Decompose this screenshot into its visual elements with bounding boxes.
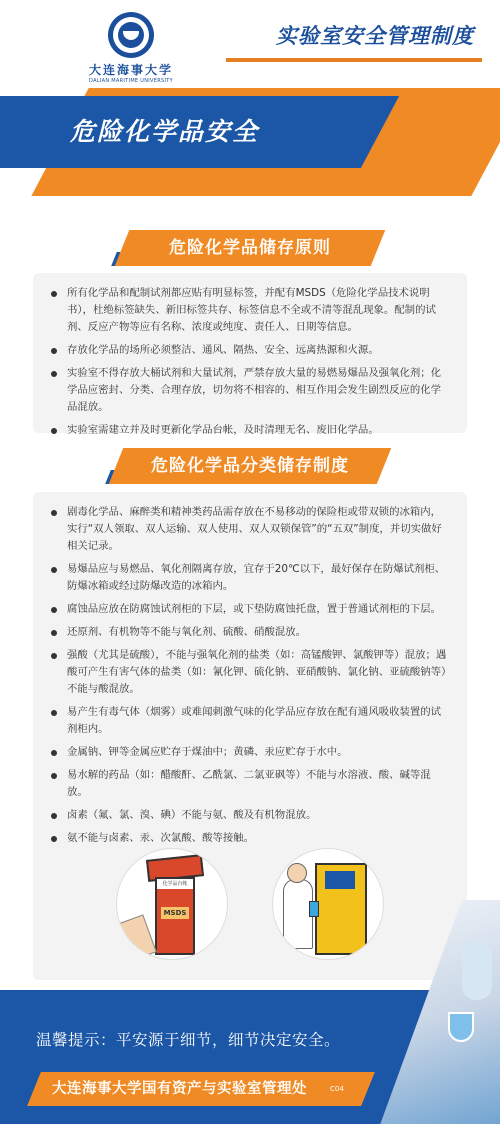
- list-item: 易产生有毒气体（烟雾）或难闻刺激气味的化学品应存放在配有通风吸收装置的试剂柜内。: [49, 704, 451, 738]
- illustrations: [96, 848, 412, 968]
- banner-title: 危险化学品安全: [70, 117, 260, 146]
- footer-org-name: 大连海事大学国有资产与实验室管理处: [52, 1081, 307, 1097]
- list-item: 卤素（氟、氯、溴、碘）不能与氨、酸及有机物混放。: [49, 807, 451, 824]
- cabinet-sign-icon: [325, 871, 355, 889]
- list-item: 腐蚀品应放在防腐蚀试剂柜的下层，或下垫防腐蚀托盘，置于普通试剂柜的下层。: [49, 601, 451, 618]
- flask-icon: [448, 1012, 474, 1042]
- list-item: 实验室需建立并及时更新化学品台帐，及时清理无名、废旧化学品。: [49, 422, 451, 439]
- storage-principles-list: [49, 285, 451, 439]
- section-header-classified-storage: [116, 448, 384, 484]
- list-item: 强酸（尤其是硫酸），不能与强氧化剂的盐类（如：高锰酸钾、氯酸钾等）混放；遇酸可产生有害气体的盐类（如：氰化钾、硫化钠、亚硝酸钠、氯化钠、亚硫酸钠等）不能与酸混放。: [49, 647, 451, 698]
- hand-icon: [116, 914, 157, 960]
- list-item: 存放化学品的场所必须整洁、通风、隔热、安全、远离热源和火源。: [49, 342, 451, 359]
- storage-principles-box: [33, 273, 467, 436]
- section-title: 危险化学品储存原则: [169, 238, 331, 258]
- safety-tip: 温馨提示：平安源于细节，细节决定安全。: [36, 1031, 341, 1049]
- university-logo: [76, 12, 186, 84]
- list-item: 金属钠、钾等金属应贮存于煤油中；黄磷、汞应贮存于水中。: [49, 744, 451, 761]
- poster-code: C04: [330, 1085, 344, 1093]
- logo-name-en: DALIAN MARITIME UNIVERSITY: [89, 78, 173, 84]
- list-item: 实验室不得存放大桶试剂和大量试剂，严禁存放大量的易燃易爆品及强氧化剂；化学品应密封、分类、合理存放，切勿将不相容的、相互作用会发生剧烈反应的化学品混放。: [49, 365, 451, 416]
- classified-storage-list: [49, 504, 451, 847]
- list-item: 剧毒化学品、麻醉类和精神类药品需存放在不易移动的保险柜或带双锁的冰箱内，实行“双人领取、双人运输、双人使用、双人双锁保管”的“五双”制度，并切实做好相关记录。: [49, 504, 451, 555]
- title-underline: [226, 58, 482, 62]
- reagent-bottle-icon: [309, 901, 319, 917]
- list-item: 还原剂、有机物等不能与氧化剂、硫酸、硝酸混放。: [49, 624, 451, 641]
- ledger-paper: 化学品台帐: [157, 879, 193, 889]
- list-item: 氨不能与卤素、汞、次氯酸、酸等接触。: [49, 830, 451, 847]
- person-head-icon: [287, 863, 307, 883]
- glove-icon: [462, 940, 492, 1000]
- logo-emblem-icon: [108, 12, 154, 58]
- list-item: 易水解的药品（如：醋酸酐、乙酰氯、二氯亚砜等）不能与水溶液、酸、碱等混放。: [49, 767, 451, 801]
- section-title: 危险化学品分类储存制度: [151, 456, 349, 476]
- logo-name-cn: 大连海事大学: [88, 63, 173, 77]
- section-header-storage-principles: [122, 230, 378, 266]
- document-title: 实验室安全管理制度: [276, 24, 474, 48]
- illustration-flammable-cabinet: [272, 848, 384, 960]
- list-item: 所有化学品和配制试剂都应贴有明显标签，并配有MSDS（危险化学品技术说明书），杜绝标签缺失、新旧标签共存、标签信息不全或不清等混乱现象。配制的试剂、反应产物等应有名称、浓度或纯度、责任人、日期等信息。: [49, 285, 451, 336]
- msds-label: MSDS: [161, 907, 189, 919]
- ship-icon: [123, 31, 139, 40]
- illustration-msds-cabinet: [116, 848, 228, 960]
- list-item: 易爆品应与易燃品、氧化剂隔离存放，宜存于20℃以下，最好保存在防爆试剂柜、防爆冰箱或经过防爆改造的冰箱内。: [49, 561, 451, 595]
